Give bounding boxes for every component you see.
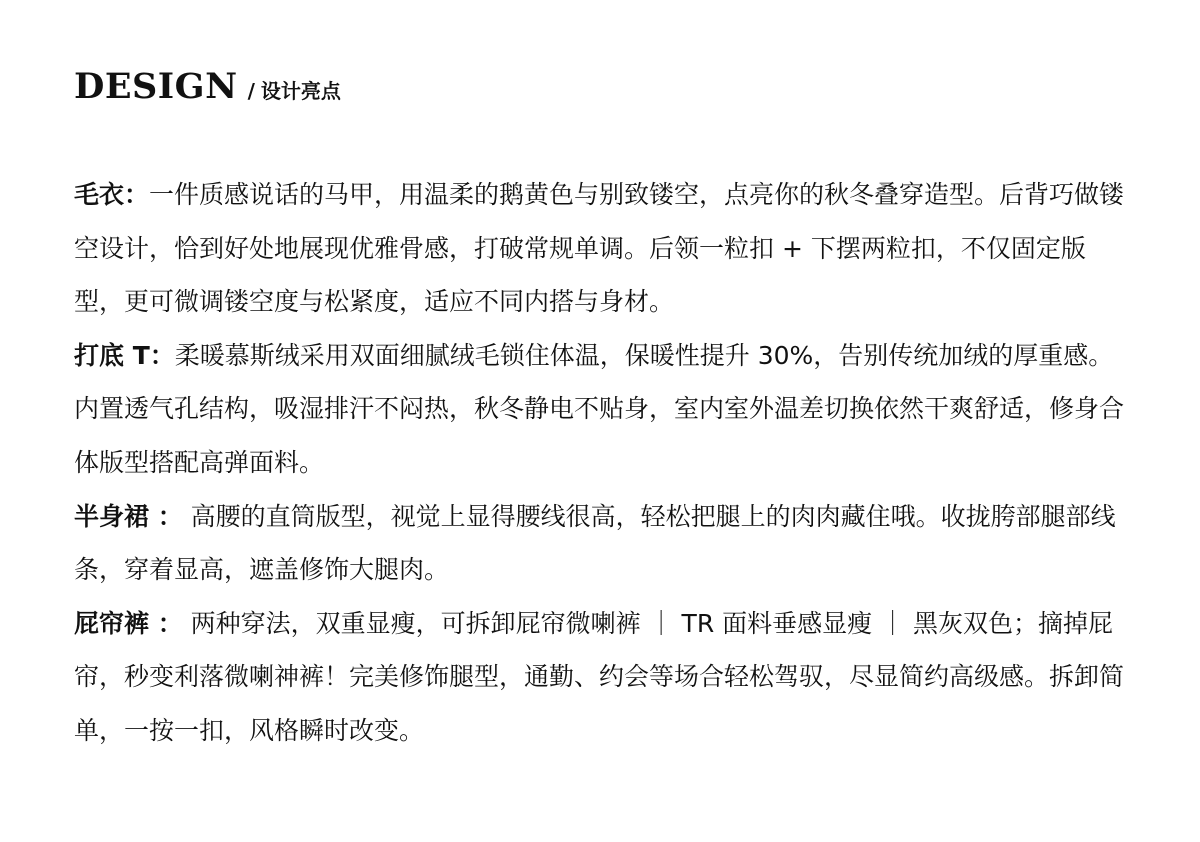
design-description [74, 168, 1130, 758]
title-separator: / [247, 79, 255, 103]
paragraph-pants [74, 597, 1130, 758]
skirt-label: 半身裙 ： [74, 501, 183, 531]
section-header [74, 66, 341, 107]
section-title: DESIGN [74, 66, 238, 107]
base-tee-label: 打底 T： [74, 340, 175, 370]
sweater-label: 毛衣： [74, 180, 150, 209]
skirt-text: 高腰的直筒版型，视觉上显得腰线很高，轻松把腿上的肉肉藏住哦。收拢胯部腿部线条，穿着显高，遮盖修饰大腿肉。 [74, 501, 1116, 585]
section-subtitle: 设计亮点 [260, 79, 341, 103]
paragraph-base-tee [74, 329, 1130, 490]
sweater-text: 一件质感说话的马甲，用温柔的鹅黄色与别致镂空，点亮你的秋冬叠穿造型。后背巧做镂空设计，恰到好处地展现优雅骨感，打破常规单调。后领一粒扣 + 下摆两粒扣，不仅固定版型，更可微调镂空度与松紧度，适应不同内搭与身材。 [74, 180, 1125, 317]
paragraph-skirt [74, 490, 1130, 597]
base-tee-text: 柔暖慕斯绒采用双面细腻绒毛锁住体温，保暖性提升 30%，告别传统加绒的厚重感。内置透气孔结构，吸湿排汗不闷热，秋冬静电不贴身，室内室外温差切换依然干爽舒适，修身合体版型搭配高弹面料。 [74, 340, 1125, 477]
pants-text: 两种穿法，双重显瘦，可拆卸屁帘微喇裤 ｜ TR 面料垂感显瘦 ｜ 黑灰双色；摘掉屁帘，秒变利落微喇神裤！完美修饰腿型，通勤、约会等场合轻松驾驭，尽显简约高级感。拆卸简单，一按一扣，风格瞬时改变。 [74, 608, 1125, 745]
paragraph-sweater [74, 168, 1130, 329]
pants-label: 屁帘裤 ： [74, 608, 183, 638]
